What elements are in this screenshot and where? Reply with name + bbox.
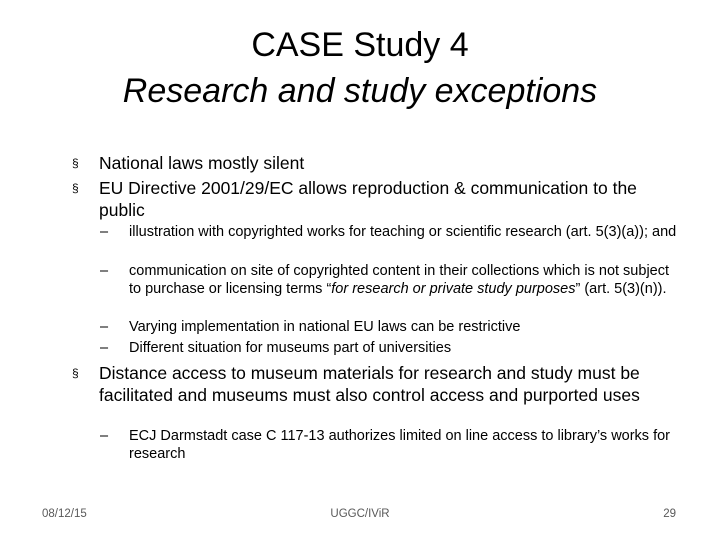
- subbullet-text: Different situation for museums part of universities: [129, 340, 452, 356]
- subbullet-text: illustration with copyrighted works for teaching or scientific research (art. 5(3)(a)); and: [129, 224, 677, 240]
- dash-marker: –: [100, 340, 109, 356]
- bullet-eu-directive: [72, 177, 682, 221]
- title-line-1: CASE Study 4: [251, 26, 469, 64]
- bullet-text: EU Directive 2001/29/EC allows reproduction & communication to the public: [99, 178, 637, 220]
- dash-marker: –: [100, 224, 109, 240]
- bullet-national-laws: [72, 152, 682, 174]
- subbullet-text-pre: communication on site of copyrighted content in their collections which is not subject to purchase or licensing terms “: [129, 263, 670, 297]
- slide-title: [0, 22, 720, 114]
- subbullet-varying-implementation: [100, 318, 680, 336]
- dash-marker: –: [100, 263, 109, 279]
- subbullet-text-italic: for research or private study purposes: [331, 281, 576, 297]
- bullet-text: Distance access to museum materials for research and study must be facilitated and museums must also control access and purported uses: [99, 363, 640, 405]
- footer-page-number: 29: [663, 508, 676, 520]
- dash-marker: –: [100, 428, 109, 444]
- bullet-distance-access: [72, 362, 682, 406]
- subbullet-communication: [100, 262, 680, 298]
- subbullet-ecj-darmstadt: [100, 427, 680, 463]
- bullet-marker: §: [72, 156, 79, 170]
- footer-date: 08/12/15: [42, 508, 87, 520]
- dash-marker: –: [100, 319, 109, 335]
- subbullet-text-post: ” (art. 5(3)(n)).: [575, 281, 667, 297]
- subbullet-text: [129, 262, 680, 298]
- bullet-text: National laws mostly silent: [99, 153, 305, 173]
- bullet-marker: §: [72, 181, 79, 195]
- subbullet-universities: [100, 339, 680, 357]
- subbullet-text: ECJ Darmstadt case C 117-13 authorizes limited on line access to library’s works for research: [129, 428, 671, 462]
- footer-organization: UGGC/IViR: [330, 508, 390, 520]
- title-line-2: Research and study exceptions: [122, 72, 598, 110]
- subbullet-text: Varying implementation in national EU laws can be restrictive: [129, 319, 521, 335]
- subbullet-illustration: [100, 223, 680, 241]
- bullet-marker: §: [72, 366, 79, 380]
